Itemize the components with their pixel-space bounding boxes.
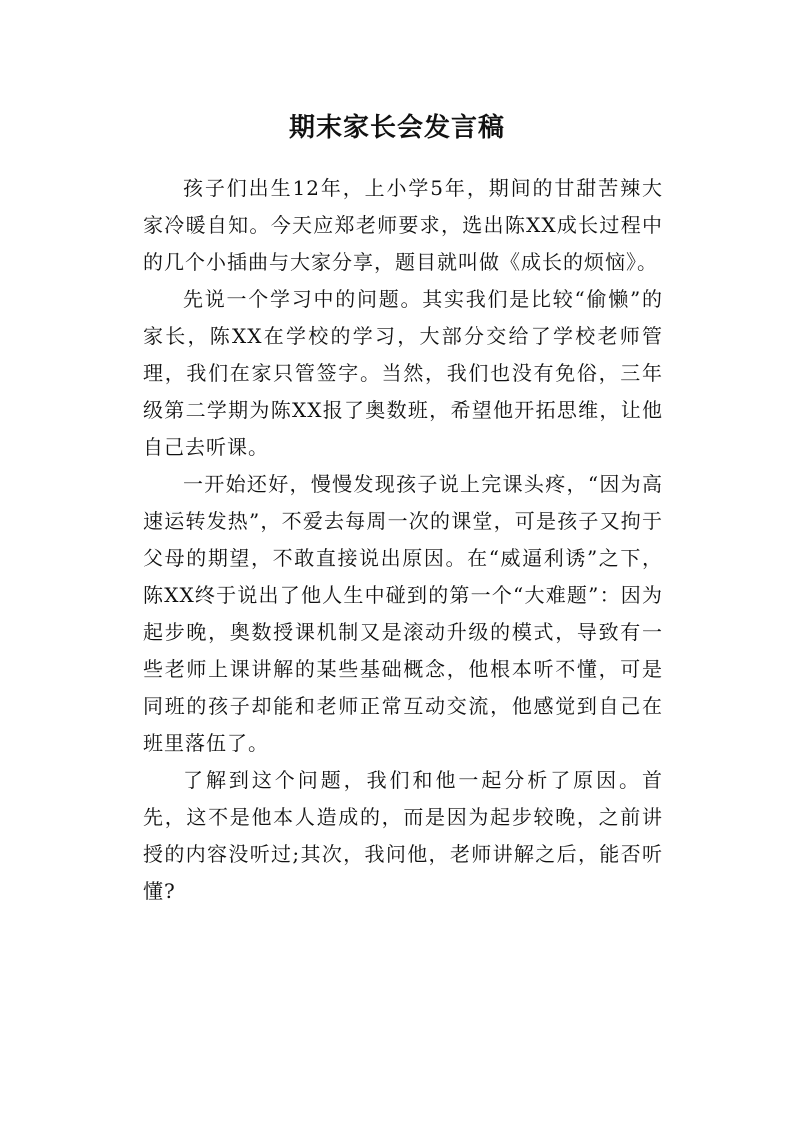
paragraph: 一开始还好，慢慢发现孩子说上完课头疼，“因为高速运转发热”，不爱去每周一次的课堂，可是孩子又拘于父母的期望，不敢直接说出原因。在“威逼利诱”之下，陈XX终于说出了他人生中碰到的第一个“大难题”：因为起步晚，奥数授课机制又是滚动升级的模式，导致有一些老师上课讲解的某些基础概念，他根本听不懂，可是同班的孩子却能和老师正常互动交流，他感觉到自己在班里落伍了。 (143, 472, 663, 755)
paragraph: 孩子们出生12年，上小学5年，期间的甘甜苦辣大家冷暖自知。今天应郑老师要求，选出陈XX成长过程中的几个小插曲与大家分享，题目就叫做《成长的烦恼》。 (143, 176, 663, 274)
paragraph: 了解到这个问题，我们和他一起分析了原因。首先，这不是他本人造成的，而是因为起步较晚，之前讲授的内容没听过;其次，我问他，老师讲解之后，能否听懂? (143, 768, 663, 903)
document-body (143, 170, 663, 910)
paragraph: 先说一个学习中的问题。其实我们是比较“偷懒”的家长，陈XX在学校的学习，大部分交给了学校老师管理，我们在家只管签字。当然，我们也没有免俗，三年级第二学期为陈XX报了奥数班，希望他开拓思维，让他自己去听课。 (143, 287, 663, 459)
document-title: 期末家长会发言稿 (288, 113, 505, 143)
